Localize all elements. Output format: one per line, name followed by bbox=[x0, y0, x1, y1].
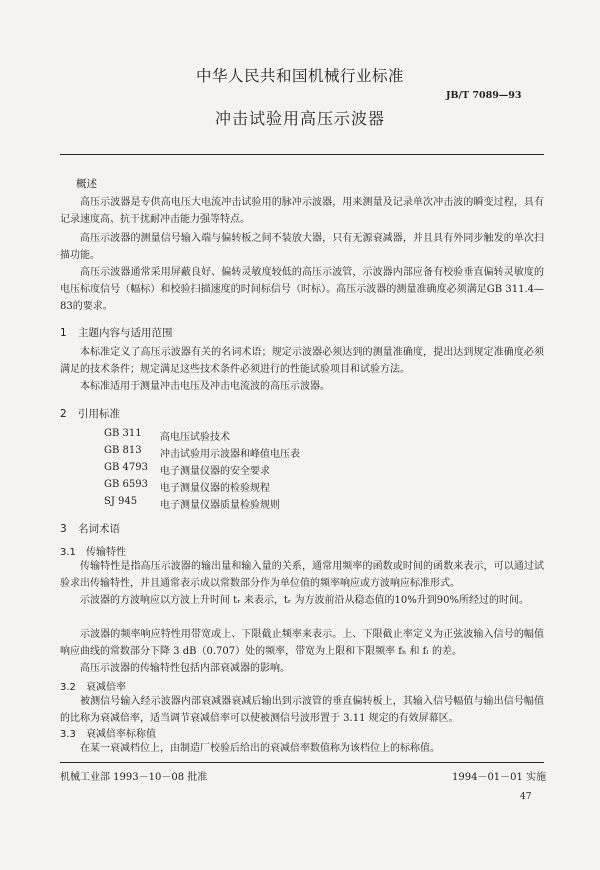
subsection-3-1-paragraph-1: 传输特性是指高压示波器的输出量和输入量的关系，通常用频率的函数或时间的函数来表示，可以通过试验求出传输特性，并且通常表示成以常数部分作为单位值的频率响应或方波响应标准形式。 bbox=[60, 561, 544, 589]
standard-number: JB/T 7089—93 bbox=[446, 90, 522, 101]
subsection-3-2-title: 衰减倍率 bbox=[86, 682, 126, 693]
reference-code: GB 4793 bbox=[104, 462, 148, 473]
section-1-paragraph-1: 本标准定义了高压示波器有关的名词术语；规定示波器必须达到的测量准确度，提出达到规定准确度必须满足的技术条件；规定满足这些技术条件必须进行的性能试验项目和试验方法。 bbox=[60, 347, 544, 375]
reference-title: 电子测量仪器质量检验规则 bbox=[160, 500, 280, 511]
overview-paragraph-2: 高压示波器的测量信号输入端与偏转板之间不装放大器，只有无源衰减器，并且具有外同步触发的单次扫描功能。 bbox=[60, 233, 544, 261]
reference-title: 冲击试验用示波器和峰值电压表 bbox=[160, 449, 300, 460]
subsection-3-3-heading bbox=[60, 725, 156, 740]
subsection-3-2-heading bbox=[60, 678, 126, 693]
approval-note: 机械工业部 1993－10－08 批准 bbox=[60, 772, 208, 783]
subsection-3-2-number: 3.2 bbox=[60, 682, 76, 693]
subsection-3-1-paragraph-2: 示波器的方波响应以方波上升时间 tᵣ 来表示，tᵣ 为方波前沿从稳态值的10%升到90%所经过的时间。 bbox=[80, 595, 529, 606]
subsection-3-1-paragraph-4: 高压示波器的传输特性包括内部衰减器的影响。 bbox=[80, 663, 290, 674]
section-1-heading bbox=[60, 325, 173, 340]
subsection-3-1-title: 传输特性 bbox=[86, 547, 126, 558]
section-2-heading bbox=[60, 406, 120, 421]
document-title: 冲击试验用高压示波器 bbox=[214, 109, 385, 128]
reference-title: 电子测量仪器的检验规程 bbox=[160, 483, 270, 494]
implementation-note: 1994－01－01 实施 bbox=[452, 772, 547, 783]
section-3-heading bbox=[60, 521, 120, 536]
section-3-title: 名词术语 bbox=[78, 523, 120, 535]
overview-heading: 概述 bbox=[76, 178, 97, 190]
page-number: 47 bbox=[520, 792, 532, 802]
subsection-3-1-number: 3.1 bbox=[60, 547, 76, 558]
overview-paragraph-1: 高压示波器是专供高电压大电流冲击试验用的脉冲示波器，用来测量及记录单次冲击波的瞬变过程，具有记录速度高、抗干扰耐冲击能力强等特点。 bbox=[60, 197, 544, 225]
reference-code: GB 813 bbox=[104, 445, 142, 456]
section-1-title: 主题内容与适用范围 bbox=[78, 327, 173, 339]
reference-title: 高电压试验技术 bbox=[160, 432, 230, 443]
section-2-number: 2 bbox=[60, 408, 67, 420]
subsection-3-1-paragraph-3: 示波器的频率响应特性用带宽或上、下限截止频率来表示。上、下限截止率定义为正弦波输入信号的幅值响应曲线的常数部分下降 3 dB（0.707）处的频率，带宽为上限和下限频率 fₕ 和 fₗ 的差。 bbox=[60, 629, 544, 657]
reference-code: SJ 945 bbox=[104, 496, 138, 507]
overview-paragraph-3: 高压示波器通常采用屏蔽良好、偏转灵敏度较低的高压示波管，示波器内部应备有校验垂直偏转灵敏度的电压标度信号（幅标）和校验扫描速度的时间标信号（时标）。高压示波器的测量准确度必须满足GB 311.4—83的要求。 bbox=[60, 267, 544, 312]
standard-category-title: 中华人民共和国机械行业标准 bbox=[195, 67, 404, 85]
subsection-3-3-paragraph-1: 在某一衰减档位上，由制造厂校验后给出的衰减倍率数值称为该档位上的标称值。 bbox=[80, 743, 440, 754]
reference-title: 电子测量仪器的安全要求 bbox=[160, 466, 270, 477]
reference-code: GB 6593 bbox=[104, 479, 148, 490]
header-divider bbox=[60, 154, 544, 155]
subsection-3-2-paragraph-1: 被测信号输入经示波器内部衰减器衰减后输出到示波管的垂直偏转板上，其输入信号幅值与输出信号幅值的比称为衰减倍率，适当调节衰减倍率可以使被测信号波形置于 3.11 规定的有效屏幕区。 bbox=[60, 696, 544, 724]
section-1-number: 1 bbox=[60, 327, 67, 339]
reference-code: GB 311 bbox=[104, 428, 142, 439]
subsection-3-1-heading bbox=[60, 543, 126, 558]
footer-divider bbox=[60, 762, 544, 763]
subsection-3-3-number: 3.3 bbox=[60, 729, 76, 740]
subsection-3-3-title: 衰减倍率标称值 bbox=[86, 729, 156, 740]
section-3-number: 3 bbox=[60, 523, 67, 535]
section-2-title: 引用标准 bbox=[78, 408, 120, 420]
section-1-paragraph-2: 本标准适用于测量冲击电压及冲击电流波的高压示波器。 bbox=[80, 381, 330, 392]
